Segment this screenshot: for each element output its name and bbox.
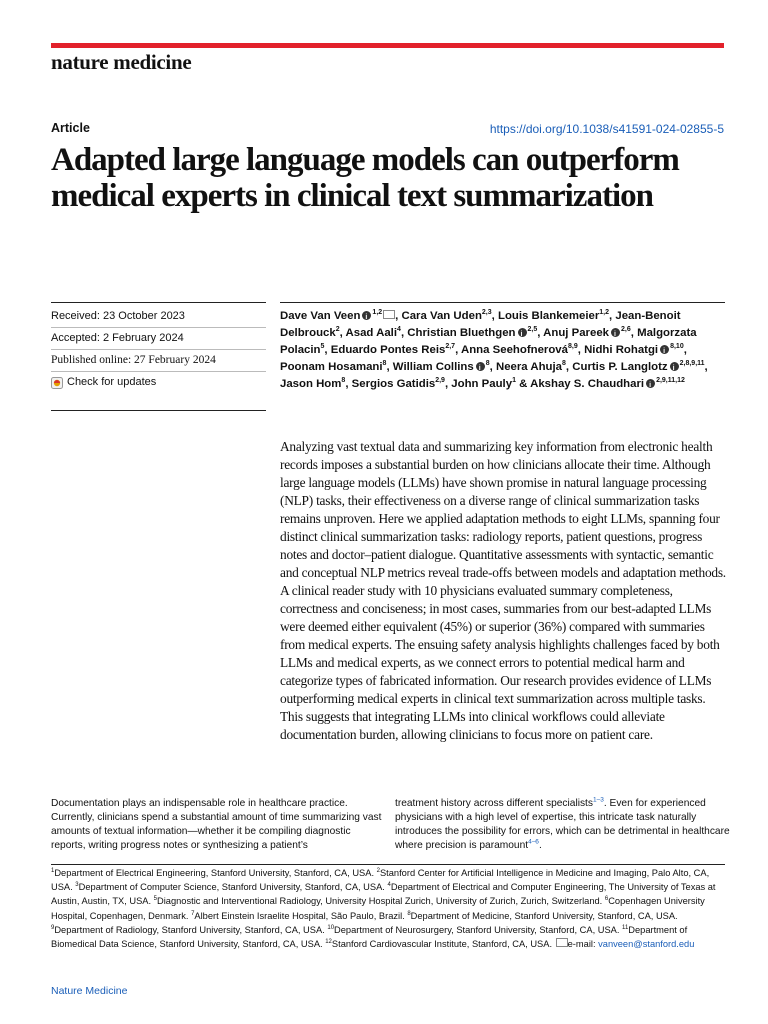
orcid-icon[interactable] — [518, 328, 527, 337]
author: Asad Aali$^4$ — [345, 326, 401, 339]
affiliation: Department of Medicine, Stanford University, Stanford, CA, USA. — [410, 910, 678, 921]
doi-link[interactable]: https://doi.org/10.1038/s41591-024-02855-5 — [489, 122, 724, 136]
published-date: Published online: 27 February 2024 — [51, 350, 266, 372]
body-text-left: Documentation plays an indispensable role in healthcare practice. Currently, clinicians spend a substantial amount of time summarizing vast amounts of textual information—whether it be compiling diagnostic reports, writing progress notes or synthesizing a patient’s — [51, 798, 382, 851]
author: Poonam Hosamani$^8$ — [280, 360, 387, 373]
author: Anuj Pareeki $^{2,6}$ — [543, 327, 631, 339]
affiliation: Stanford Center for Artificial Intelligence in Medicine and Imaging, Palo Alto, CA, USA. — [51, 868, 710, 893]
author: Cara Van Uden$^{2,3}$ — [401, 309, 492, 322]
author: Anna Seehofnerová$^{8,9}$ — [461, 343, 578, 356]
author: Curtis P. Langlotzi $^{2,8,9,11}$ — [572, 361, 704, 373]
orcid-icon[interactable] — [670, 362, 679, 371]
accepted-date: Accepted: 2 February 2024 — [51, 328, 266, 350]
author: Christian Bluethgeni $^{2,5}$ — [407, 327, 537, 339]
orcid-icon[interactable] — [476, 362, 485, 371]
body-text-right: treatment history across different specialists$^{1-3}$. Even for experienced physicians with a high level of expertise, this intricate task naturally introduces the possibility for errors, which can be detrimental in healthcare where precision is paramount$^{4-6}$. — [395, 796, 730, 851]
journal-accent-bar — [51, 43, 724, 48]
check-updates-label: Check for updates — [67, 376, 157, 388]
affiliations: $^1$Department of Electrical Engineering, Stanford University, Stanford, CA, USA. $^2$Stanford Center for Artificial Intelligence in Medicine and Imaging, Palo Alto, CA, USA. $^3$Department of Computer Science, Stanford University, Stanford, CA, USA. $^4$Department of Electrical and Computer Engineering, The University of Texas at Austin, Austin, TX, USA. $^5$Diagnostic and Interventional Radiology, University Hospital Zurich, University of Zurich, Zurich, Switzerland. $^6$Copenhagen University Hospital, Copenhagen, Denmark. $^7$Albert Einstein Israelite Hospital, São Paulo, Brazil. $^8$Department of Medicine, Stanford University, Stanford, CA, USA. $^9$Department of Radiology, Stanford University, Stanford, CA, USA. $^{10}$Department of Neurosurgery, Stanford University, Stanford, CA, USA. $^{11}$Department of Biomedical Data Science, Stanford University, Stanford, CA, USA. $^{12}$Stanford Cardiovascular Institute, Stanford, CA, USA. e-mail: vanveen@stanford.edu — [51, 867, 716, 950]
email-icon[interactable] — [383, 310, 395, 319]
divider — [51, 302, 266, 303]
author: Louis Blankemeier$^{1,2}$ — [497, 309, 610, 322]
divider — [51, 864, 725, 865]
email-icon — [556, 938, 568, 947]
journal-name: nature medicine — [51, 50, 192, 74]
affiliation: Department of Electrical and Computer Engineering, The University of Texas at Austin, Austin, TX, USA. — [51, 882, 716, 907]
author: William Collinsi $^8$ — [393, 361, 490, 373]
orcid-icon[interactable] — [646, 379, 655, 388]
affiliation: Diagnostic and Interventional Radiology, University Hospital Zurich, University of Zurich, Zurich, Switzerland. — [157, 896, 603, 907]
article-title: Adapted large language models can outperform medical experts in clinical text summarization — [51, 142, 679, 214]
footer-journal: Nature Medicine — [51, 985, 128, 997]
author: Sergios Gatidis$^{2,9}$ — [351, 377, 445, 390]
affiliation: Department of Radiology, Stanford University, Stanford, CA, USA. — [54, 924, 325, 935]
check-updates-icon — [51, 377, 63, 389]
affiliation: Stanford Cardiovascular Institute, Stanford, CA, USA. — [331, 939, 553, 950]
author: Malgorzata Polacin$^5$ — [280, 327, 697, 356]
author: Nidhi Rohatgii $^{8,10}$ — [584, 344, 684, 356]
orcid-icon[interactable] — [611, 328, 620, 337]
reference-link[interactable]: 1–3 — [593, 796, 604, 804]
author: Jason Hom$^8$ — [280, 377, 346, 390]
author-list: Dave Van Veeni $^{1,2}$ , Cara Van Uden$^{2,3}$, Louis Blankemeier$^{1,2}$, Jean-Benoit Delbrouck$^2$, Asad Aali$^4$, Christian Bluethgeni $^{2,5}$, Anuj Pareeki $^{2,6}$, Malgorzata Polacin$^5$, Eduardo Pontes Reis$^{2,7}$, Anna Seehofnerová$^{8,9}$, Nidhi Rohatgii $^{8,10}$, Poonam Hosamani$^8$, William Collinsi $^8$, Neera Ahuja$^8$, Curtis P. Langlotzi $^{2,8,9,11}$, Jason Hom$^8$, Sergios Gatidis$^{2,9}$, John Pauly$^1$ & Akshay S. Chaudharii $^{2,9,11,12}$ — [280, 308, 720, 393]
author: Eduardo Pontes Reis$^{2,7}$ — [330, 343, 456, 356]
author: John Pauly$^1$ — [451, 377, 516, 390]
affiliation: Albert Einstein Israelite Hospital, São Paulo, Brazil. — [194, 910, 405, 921]
affiliation: Department of Neurosurgery, Stanford University, Stanford, CA, USA. — [334, 924, 620, 935]
author: Akshay S. Chaudharii $^{2,9,11,12}$ — [530, 378, 685, 390]
email-link[interactable]: vanveen@stanford.edu — [598, 939, 695, 950]
reference-link[interactable]: 4–6 — [528, 838, 539, 846]
author: Neera Ahuja$^8$ — [495, 360, 566, 373]
orcid-icon[interactable] — [660, 345, 669, 354]
article-dates — [51, 306, 266, 393]
author: Dave Van Veeni $^{1,2}$ — [280, 310, 395, 322]
orcid-icon[interactable] — [362, 311, 371, 320]
affiliation: Department of Electrical Engineering, Stanford University, Stanford, CA, USA. — [54, 868, 375, 878]
author: Jean-Benoit Delbrouck$^2$ — [280, 310, 681, 339]
divider — [51, 410, 266, 411]
affiliation: Department of Biomedical Data Science, Stanford University, Stanford, CA, USA. — [51, 924, 688, 950]
abstract: Analyzing vast textual data and summarizing key information from electronic health records imposes a substantial burden on how clinicians allocate their time. Although large language models (LLMs) have shown promise in natural language processing (NLP) tasks, their effectiveness on a diverse range of clinical summarization tasks remains unproven. Here we applied adaptation methods to eight LLMs, spanning four distinct clinical summarization tasks: radiology reports, patient questions, progress notes and doctor–patient dialogue. Quantitative assessments with syntactic, semantic and conceptual NLP metrics reveal trade-offs between models and adaptation methods. A clinical reader study with 10 physicians evaluated summary completeness, correctness and conciseness; in most cases, summaries from our best-adapted LLMs were deemed either equivalent (45%) or superior (36%) compared with summaries from medical experts. The ensuing safety analysis highlights challenges faced by both LLMs and medical experts, as we connect errors to potential medical harm and categorize types of fabricated information. Our research provides evidence of LLMs outperforming medical experts in clinical text summarization across multiple tasks. This suggests that integrating LLMs into clinical workflows could alleviate documentation burden, allowing clinicians to focus more on patient care. — [280, 439, 726, 742]
article-type: Article — [51, 121, 90, 135]
divider — [280, 302, 725, 303]
check-for-updates[interactable] — [51, 372, 266, 393]
affiliation: Department of Computer Science, Stanford University, Stanford, CA, USA. — [78, 882, 385, 893]
received-date: Received: 23 October 2023 — [51, 306, 266, 328]
affiliation: Copenhagen University Hospital, Copenhagen, Denmark. — [51, 896, 705, 921]
